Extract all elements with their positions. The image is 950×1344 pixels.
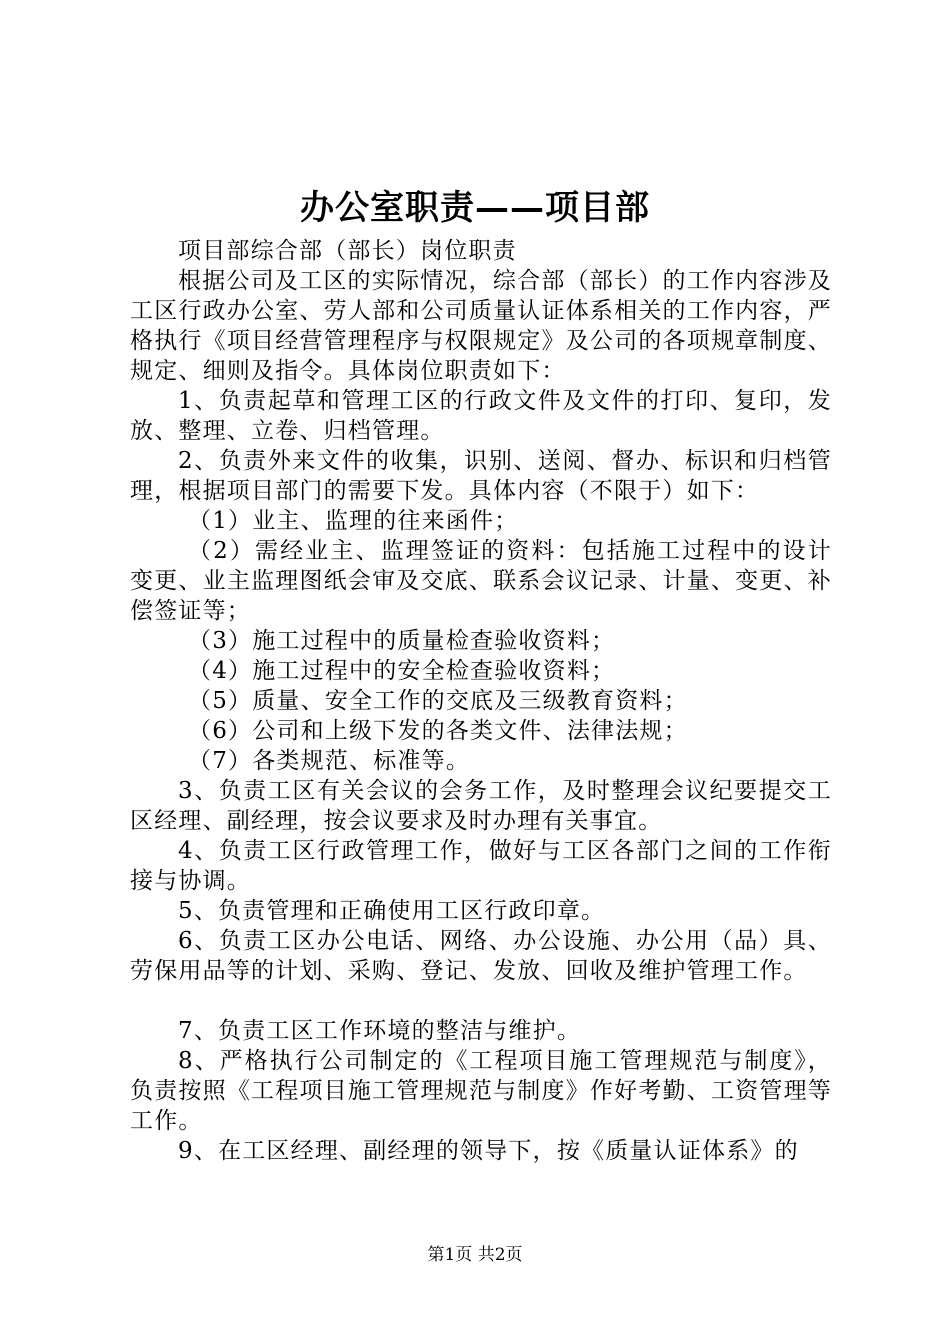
body-paragraph: 6、负责工区办公电话、网络、办公设施、办公用（品）具、劳保用品等的计划、采购、登记、发放、回收及维护管理工作。 (130, 928, 832, 984)
body-paragraph: （4）施工过程中的安全检查验收资料； (188, 658, 616, 684)
body-paragraph: 5、负责管理和正确使用工区行政印章。 (178, 898, 606, 924)
body-paragraph: （7）各类规范、标准等。 (188, 748, 471, 774)
body-paragraph: 7、负责工区工作环境的整洁与维护。 (178, 1018, 582, 1044)
blank-line (130, 986, 832, 1016)
body-paragraph: （2）需经业主、监理签证的资料：包括施工过程中的设计变更、业主监理图纸会审及交底、联系会议记录、计量、变更、补偿签证等； (130, 538, 832, 624)
body-paragraph: 8、严格执行公司制定的《工程项目施工管理规范与制度》，负责按照《工程项目施工管理规范与制度》作好考勤、工资管理等工作。 (130, 1048, 832, 1134)
document-title: 办公室职责——项目部 (300, 188, 650, 228)
page-footer: 第1页 共2页 (427, 1245, 523, 1265)
body-paragraph: 项目部综合部（部长）岗位职责 (178, 238, 517, 264)
body-paragraph: （5）质量、安全工作的交底及三级教育资料； (188, 688, 688, 714)
document-body (130, 236, 832, 1166)
body-paragraph: 1、负责起草和管理工区的行政文件及文件的打印、复印，发放、整理、立卷、归档管理。 (130, 388, 832, 444)
body-paragraph: 3、负责工区有关会议的会务工作，及时整理会议纪要提交工区经理、副经理，按会议要求及时办理有关事宜。 (130, 778, 832, 834)
body-paragraph: 2、负责外来文件的收集，识别、送阅、督办、标识和归档管理，根据项目部门的需要下发。具体内容（不限于）如下： (130, 448, 832, 504)
body-paragraph: 根据公司及工区的实际情况，综合部（部长）的工作内容涉及工区行政办公室、劳人部和公司质量认证体系相关的工作内容，严格执行《项目经营管理程序与权限规定》及公司的各项规章制度、规定、细则及指令。具体岗位职责如下： (130, 268, 832, 384)
body-paragraph: （6）公司和上级下发的各类文件、法律法规； (188, 718, 688, 744)
body-paragraph: 4、负责工区行政管理工作，做好与工区各部门之间的工作衔接与协调。 (130, 838, 832, 894)
body-paragraph: 9、在工区经理、副经理的领导下，按《质量认证体系》的 (178, 1138, 799, 1164)
body-paragraph: （1）业主、监理的往来函件； (188, 508, 519, 534)
body-paragraph: （3）施工过程中的质量检查验收资料； (188, 628, 616, 654)
